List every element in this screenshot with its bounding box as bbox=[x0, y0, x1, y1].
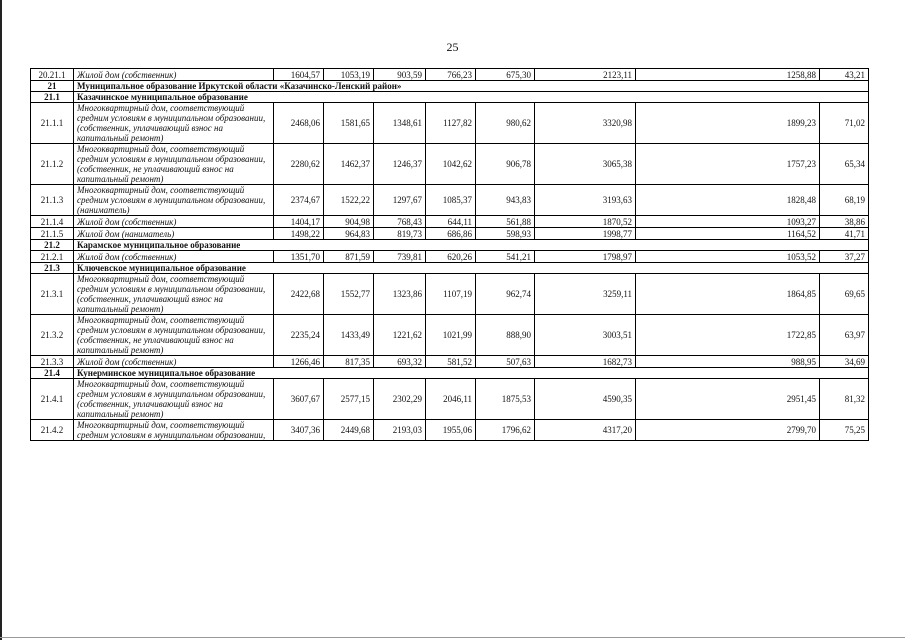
value-cell: 1297,67 bbox=[374, 185, 426, 216]
value-cell: 1433,49 bbox=[324, 315, 374, 356]
value-cell: 41,71 bbox=[820, 228, 869, 240]
value-cell: 1955,06 bbox=[426, 420, 476, 441]
value-cell: 2422,68 bbox=[274, 274, 324, 315]
value-cell: 1796,62 bbox=[476, 420, 535, 441]
value-cell: 1127,82 bbox=[426, 103, 476, 144]
row-number: 21.3.2 bbox=[31, 315, 74, 356]
value-cell: 1221,62 bbox=[374, 315, 426, 356]
value-cell: 1348,61 bbox=[374, 103, 426, 144]
value-cell: 871,59 bbox=[324, 251, 374, 263]
value-cell: 817,35 bbox=[324, 356, 374, 368]
value-cell: 888,90 bbox=[476, 315, 535, 356]
section-number: 21.4 bbox=[31, 368, 74, 379]
scan-bottom-edge bbox=[0, 637, 905, 638]
value-cell: 1323,86 bbox=[374, 274, 426, 315]
value-cell: 2374,67 bbox=[274, 185, 324, 216]
section-title: Казачинское муниципальное образование bbox=[74, 92, 869, 103]
value-cell: 3193,63 bbox=[535, 185, 636, 216]
housing-description: Жилой дом (собственник) bbox=[74, 356, 274, 368]
value-cell: 71,02 bbox=[820, 103, 869, 144]
value-cell: 644,11 bbox=[426, 216, 476, 228]
scan-left-edge bbox=[0, 0, 2, 640]
row-number: 21.1.1 bbox=[31, 103, 74, 144]
value-cell: 37,27 bbox=[820, 251, 869, 263]
value-cell: 2799,70 bbox=[636, 420, 820, 441]
section-title: Карамское муниципальное образование bbox=[74, 240, 869, 251]
page-number: 25 bbox=[446, 40, 459, 54]
value-cell: 68,19 bbox=[820, 185, 869, 216]
value-cell: 906,78 bbox=[476, 144, 535, 185]
table-row bbox=[31, 228, 869, 240]
row-number: 21.4.2 bbox=[31, 420, 74, 441]
table-row bbox=[31, 379, 869, 420]
value-cell: 598,93 bbox=[476, 228, 535, 240]
housing-description: Жилой дом (собственник) bbox=[74, 69, 274, 81]
table-row bbox=[31, 103, 869, 144]
value-cell: 686,86 bbox=[426, 228, 476, 240]
row-number: 21.1.3 bbox=[31, 185, 74, 216]
value-cell: 903,59 bbox=[374, 69, 426, 81]
row-number: 21.3.3 bbox=[31, 356, 74, 368]
value-cell: 1828,48 bbox=[636, 185, 820, 216]
value-cell: 1021,99 bbox=[426, 315, 476, 356]
row-number: 21.4.1 bbox=[31, 379, 74, 420]
value-cell: 1875,53 bbox=[476, 379, 535, 420]
value-cell: 620,26 bbox=[426, 251, 476, 263]
value-cell: 2123,11 bbox=[535, 69, 636, 81]
value-cell: 1899,23 bbox=[636, 103, 820, 144]
row-number: 21.1.2 bbox=[31, 144, 74, 185]
value-cell: 1266,46 bbox=[274, 356, 324, 368]
row-number: 21.1.4 bbox=[31, 216, 74, 228]
value-cell: 1722,85 bbox=[636, 315, 820, 356]
section-number: 21.2 bbox=[31, 240, 74, 251]
value-cell: 766,23 bbox=[426, 69, 476, 81]
value-cell: 2280,62 bbox=[274, 144, 324, 185]
value-cell: 43,21 bbox=[820, 69, 869, 81]
section-number: 21 bbox=[31, 81, 74, 92]
value-cell: 3065,38 bbox=[535, 144, 636, 185]
value-cell: 4317,20 bbox=[535, 420, 636, 441]
value-cell: 65,34 bbox=[820, 144, 869, 185]
value-cell: 1798,97 bbox=[535, 251, 636, 263]
section-row bbox=[31, 368, 869, 379]
section-row bbox=[31, 240, 869, 251]
value-cell: 3607,67 bbox=[274, 379, 324, 420]
row-number: 20.21.1 bbox=[31, 69, 74, 81]
row-number: 21.3.1 bbox=[31, 274, 74, 315]
row-number: 21.2.1 bbox=[31, 251, 74, 263]
section-number: 21.3 bbox=[31, 263, 74, 274]
value-cell: 69,65 bbox=[820, 274, 869, 315]
value-cell: 1246,37 bbox=[374, 144, 426, 185]
value-cell: 739,81 bbox=[374, 251, 426, 263]
housing-description: Многоквартирный дом, соответствующий средним условиям в муниципальном образовании, (собственник, не уплачивающий взнос на капитальный ремонт) bbox=[74, 315, 274, 356]
value-cell: 75,25 bbox=[820, 420, 869, 441]
value-cell: 768,43 bbox=[374, 216, 426, 228]
table-body bbox=[31, 69, 869, 441]
value-cell: 904,98 bbox=[324, 216, 374, 228]
housing-description: Многоквартирный дом, соответствующий средним условиям в муниципальном образовании, (собственник, уплачивающий взнос на капитальный ремонт) bbox=[74, 379, 274, 420]
section-title: Ключевское муниципальное образование bbox=[74, 263, 869, 274]
value-cell: 2577,15 bbox=[324, 379, 374, 420]
housing-description: Многоквартирный дом, соответствующий средним условиям в муниципальном образовании, (наниматель) bbox=[74, 185, 274, 216]
value-cell: 1351,70 bbox=[274, 251, 324, 263]
value-cell: 962,74 bbox=[476, 274, 535, 315]
value-cell: 1870,52 bbox=[535, 216, 636, 228]
tariff-table bbox=[30, 68, 869, 441]
value-cell: 943,83 bbox=[476, 185, 535, 216]
housing-description: Жилой дом (собственник) bbox=[74, 251, 274, 263]
value-cell: 3003,51 bbox=[535, 315, 636, 356]
value-cell: 1093,27 bbox=[636, 216, 820, 228]
value-cell: 1682,73 bbox=[535, 356, 636, 368]
value-cell: 1498,22 bbox=[274, 228, 324, 240]
value-cell: 507,63 bbox=[476, 356, 535, 368]
value-cell: 3320,98 bbox=[535, 103, 636, 144]
value-cell: 2951,45 bbox=[636, 379, 820, 420]
table-row bbox=[31, 420, 869, 441]
value-cell: 3407,36 bbox=[274, 420, 324, 441]
table-row bbox=[31, 185, 869, 216]
table-row bbox=[31, 251, 869, 263]
value-cell: 1085,37 bbox=[426, 185, 476, 216]
value-cell: 988,95 bbox=[636, 356, 820, 368]
value-cell: 1757,23 bbox=[636, 144, 820, 185]
table-row bbox=[31, 216, 869, 228]
value-cell: 581,52 bbox=[426, 356, 476, 368]
value-cell: 2193,03 bbox=[374, 420, 426, 441]
value-cell: 1552,77 bbox=[324, 274, 374, 315]
value-cell: 541,21 bbox=[476, 251, 535, 263]
value-cell: 1864,85 bbox=[636, 274, 820, 315]
value-cell: 2468,06 bbox=[274, 103, 324, 144]
value-cell: 1404,17 bbox=[274, 216, 324, 228]
value-cell: 1604,57 bbox=[274, 69, 324, 81]
section-title: Кунерминское муниципальное образование bbox=[74, 368, 869, 379]
value-cell: 63,97 bbox=[820, 315, 869, 356]
value-cell: 1581,65 bbox=[324, 103, 374, 144]
value-cell: 561,88 bbox=[476, 216, 535, 228]
section-row bbox=[31, 92, 869, 103]
table-row bbox=[31, 144, 869, 185]
value-cell: 3259,11 bbox=[535, 274, 636, 315]
value-cell: 81,32 bbox=[820, 379, 869, 420]
housing-description: Жилой дом (наниматель) bbox=[74, 228, 274, 240]
value-cell: 1053,52 bbox=[636, 251, 820, 263]
value-cell: 2449,68 bbox=[324, 420, 374, 441]
value-cell: 1522,22 bbox=[324, 185, 374, 216]
table-row bbox=[31, 274, 869, 315]
value-cell: 4590,35 bbox=[535, 379, 636, 420]
value-cell: 980,62 bbox=[476, 103, 535, 144]
value-cell: 1053,19 bbox=[324, 69, 374, 81]
value-cell: 675,30 bbox=[476, 69, 535, 81]
value-cell: 1042,62 bbox=[426, 144, 476, 185]
value-cell: 1164,52 bbox=[636, 228, 820, 240]
value-cell: 2235,24 bbox=[274, 315, 324, 356]
table-row bbox=[31, 356, 869, 368]
value-cell: 1258,88 bbox=[636, 69, 820, 81]
section-number: 21.1 bbox=[31, 92, 74, 103]
table-row bbox=[31, 315, 869, 356]
housing-description: Многоквартирный дом, соответствующий средним условиям в муниципальном образовании, (собственник, уплачивающий взнос на капитальный ремонт) bbox=[74, 274, 274, 315]
housing-description: Многоквартирный дом, соответствующий средним условиям в муниципальном образовании, (собственник, уплачивающий взнос на капитальный ремонт) bbox=[74, 103, 274, 144]
value-cell: 2046,11 bbox=[426, 379, 476, 420]
housing-description: Жилой дом (собственник) bbox=[74, 216, 274, 228]
value-cell: 38,86 bbox=[820, 216, 869, 228]
housing-description: Многоквартирный дом, соответствующий средним условиям в муниципальном образовании, (собственник, не уплачивающий взнос на капитальный ремонт) bbox=[74, 144, 274, 185]
value-cell: 964,83 bbox=[324, 228, 374, 240]
section-row bbox=[31, 81, 869, 92]
value-cell: 1998,77 bbox=[535, 228, 636, 240]
section-title: Муниципальное образование Иркутской области «Казачинско-Ленский район» bbox=[74, 81, 869, 92]
value-cell: 2302,29 bbox=[374, 379, 426, 420]
row-number: 21.1.5 bbox=[31, 228, 74, 240]
value-cell: 1107,19 bbox=[426, 274, 476, 315]
value-cell: 819,73 bbox=[374, 228, 426, 240]
value-cell: 34,69 bbox=[820, 356, 869, 368]
value-cell: 693,32 bbox=[374, 356, 426, 368]
section-row bbox=[31, 263, 869, 274]
housing-description: Многоквартирный дом, соответствующий средним условиям в муниципальном образовании, bbox=[74, 420, 274, 441]
value-cell: 1462,37 bbox=[324, 144, 374, 185]
table-row bbox=[31, 69, 869, 81]
